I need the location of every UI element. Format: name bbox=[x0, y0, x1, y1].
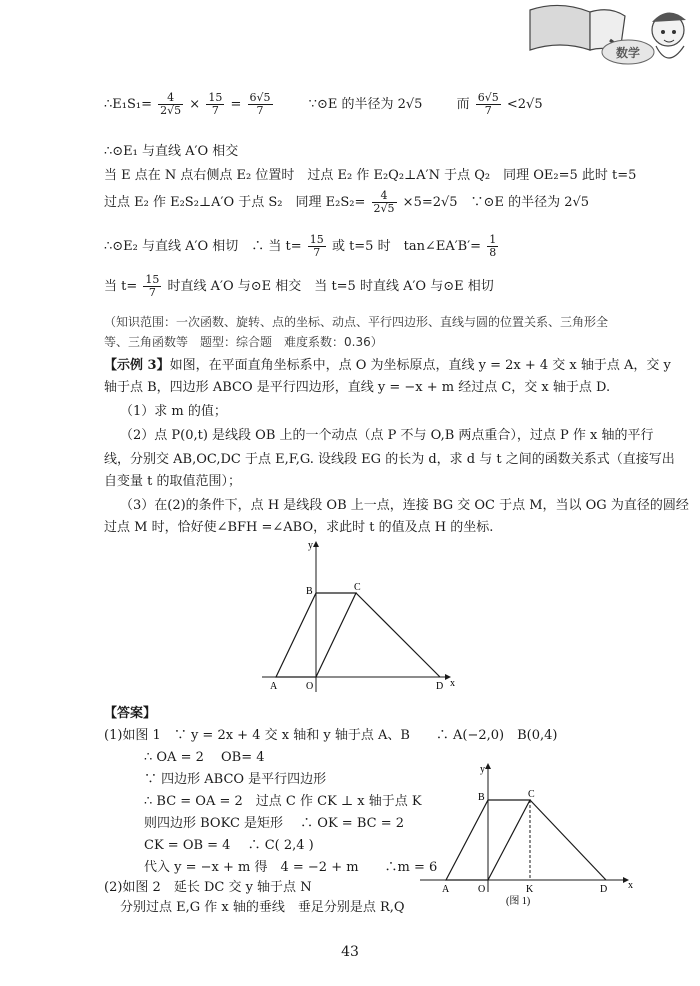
answer-line-2: ∴ OA = 2 OB= 4 bbox=[144, 750, 265, 765]
answer-line-4: ∴ BC = OA = 2 过点 C 作 CK ⊥ x 轴于点 K bbox=[144, 794, 422, 809]
point-b-label: B bbox=[306, 586, 313, 597]
point-b-label: B bbox=[478, 792, 485, 803]
answer-line-8: (2)如图 2 延长 DC 交 y 轴于点 N bbox=[104, 880, 312, 895]
point-d-label: D bbox=[600, 884, 608, 895]
solution-line-6: 当 t= $\frac{15}{7}$ 时直线 A′O 与⊙E 相交 当 t=5 时直线 A′O 与⊙E 相切 bbox=[104, 273, 494, 299]
question-2b: 线，分别交 AB,OC,DC 于点 E,F,G. 设线段 EG 的长为 d，求 d 与 t 之间的函数关系式（直接写出 bbox=[104, 452, 675, 467]
subject-badge: 数学 bbox=[616, 46, 641, 60]
figure-caption: (图 1) bbox=[506, 896, 531, 907]
solution-line-1: ∴E₁S₁= $\frac{4}{2√5}$ × $\frac{15}{7}$ = $\frac{6√5}{7}$ ∵⊙E 的半径为 2√5 而 $\frac{6√5}{7}$ <2√5 bbox=[104, 91, 543, 117]
line-cd bbox=[356, 593, 440, 677]
x-axis-label: x bbox=[628, 880, 633, 891]
question-3a: （3）在(2)的条件下，点 H 是线段 OB 上一点，连接 BG 交 OC 于点 M，当以 OG 为直径的圆经 bbox=[120, 498, 689, 513]
point-c-label: C bbox=[528, 789, 535, 800]
point-k-label: K bbox=[526, 884, 534, 895]
answer-line-7: 代入 y = −x + m 得 4 = −2 + m ∴m = 6 bbox=[144, 860, 438, 875]
point-o-label: O bbox=[306, 681, 314, 692]
example-header: 【示例 3】如图，在平面直角坐标系中，点 O 为坐标原点，直线 y = 2x + 4 交 x 轴于点 A，交 y bbox=[104, 358, 671, 373]
y-axis-label: y bbox=[308, 540, 313, 551]
answer-figure-1 bbox=[420, 758, 640, 918]
fraction: $\frac{1}{8}$ bbox=[489, 233, 497, 259]
example-figure bbox=[260, 536, 460, 696]
answer-line-5: 则四边形 BOKC 是矩形 ∴ OK = BC = 2 bbox=[144, 816, 404, 831]
header-decoration bbox=[460, 0, 700, 80]
solution-line-3: 当 E 点在 N 点右侧点 E₂ 位置时 过点 E₂ 作 E₂Q₂⊥A′N 于点 Q₂ 同理 OE₂=5 此时 t=5 bbox=[104, 168, 637, 183]
fraction: $\frac{15}{7}$ bbox=[145, 273, 160, 299]
point-o-label: O bbox=[478, 884, 486, 895]
line-cd bbox=[530, 800, 606, 880]
x-axis-label: x bbox=[450, 678, 455, 689]
question-2a: （2）点 P(0,t) 是线段 OB 上的一个动点（点 P 不与 O,B 两点重合），过点 P 作 x 轴的平行 bbox=[120, 428, 654, 443]
point-c-label: C bbox=[354, 582, 361, 593]
question-1: （1）求 m 的值； bbox=[120, 404, 227, 419]
answer-line-6: CK = OB = 4 ∴ C( 2,4 ) bbox=[144, 838, 314, 853]
knowledge-note-2: 等、三角函数等 题型：综合题 难度系数：0.36） bbox=[104, 335, 383, 349]
point-d-label: D bbox=[436, 681, 444, 692]
answer-line-3: ∵ 四边形 ABCO 是平行四边形 bbox=[144, 772, 327, 787]
solution-line-2: ∴⊙E₁ 与直线 A′O 相交 bbox=[104, 144, 239, 159]
example-line-2: 轴于点 B，四边形 ABCO 是平行四边形，直线 y = −x + m 经过点 C，交 x 轴于点 D. bbox=[104, 380, 611, 395]
solution-line-4: 过点 E₂ 作 E₂S₂⊥A′O 于点 S₂ 同理 E₂S₂= $\frac{4}{2√5}$ ×5=2√5 ∵⊙E 的半径为 2√5 bbox=[104, 189, 590, 215]
answer-title: 【答案】 bbox=[104, 706, 157, 721]
point-a-label: A bbox=[442, 884, 450, 895]
example-title: 【示例 3】 bbox=[104, 358, 170, 373]
fraction: $\frac{6√5}{7}$ bbox=[477, 91, 499, 117]
fraction: $\frac{4}{2√5}$ bbox=[160, 91, 182, 117]
question-3b: 过点 M 时，恰好使∠BFH =∠ABO，求此时 t 的值及点 H 的坐标. bbox=[104, 520, 494, 535]
page-number: 43 bbox=[341, 944, 359, 960]
fraction: $\frac{15}{7}$ bbox=[309, 233, 324, 259]
fraction: $\frac{6√5}{7}$ bbox=[249, 91, 271, 117]
knowledge-note-1: （知识范围：一次函数、旋转、点的坐标、动点、平行四边形、直线与圆的位置关系、三角形全 bbox=[104, 315, 609, 329]
point-a-label: A bbox=[270, 681, 278, 692]
answer-line-1: (1)如图 1 ∵ y = 2x + 4 交 x 轴和 y 轴于点 A、B ∴ A(−2,0) B(0,4) bbox=[104, 728, 558, 743]
solution-line-5: ∴⊙E₂ 与直线 A′O 相切 ∴ 当 t= $\frac{15}{7}$ 或 t=5 时 tan∠EA′B′= $\frac{1}{8}$ bbox=[104, 233, 497, 259]
fraction: $\frac{4}{2√5}$ bbox=[373, 189, 395, 215]
question-2c: 自变量 t 的取值范围）； bbox=[104, 474, 241, 489]
answer-line-9: 分别过点 E,G 作 x 轴的垂线 垂足分别是点 R,Q bbox=[120, 900, 405, 915]
book-icon bbox=[530, 5, 590, 50]
fraction: $\frac{15}{7}$ bbox=[208, 91, 223, 117]
y-axis-label: y bbox=[480, 764, 485, 775]
